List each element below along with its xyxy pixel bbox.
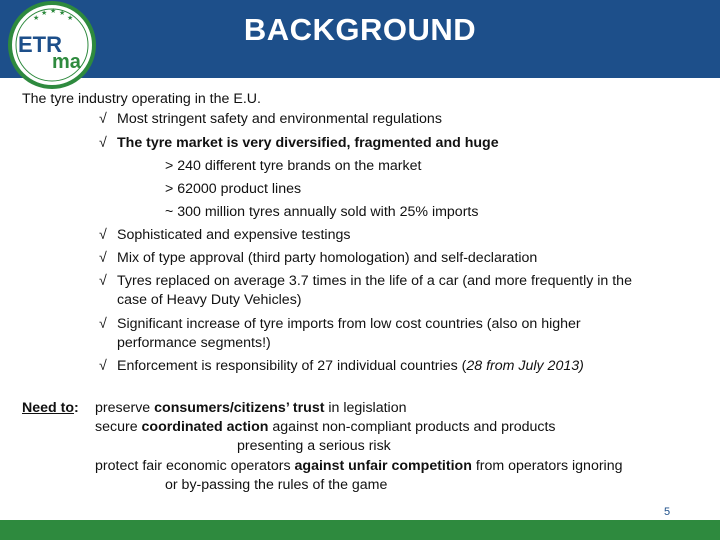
bullet-1: Most stringent safety and environmental regulations — [117, 111, 442, 127]
bullet-7-italic: 28 from July 2013) — [466, 358, 584, 374]
bullet-7 — [117, 357, 584, 375]
bullet-7-text: Enforcement is responsibility of 27 individual countries ( — [117, 358, 467, 374]
need-line-4-b: against unfair competition — [294, 458, 472, 474]
need-line-5: or by-passing the rules of the game — [165, 477, 388, 493]
check-icon: √ — [99, 135, 107, 151]
sub-bullet-3: ~ 300 million tyres annually sold with 25% imports — [165, 204, 479, 220]
need-line-1 — [95, 399, 406, 417]
sub-bullet-2: > 62000 product lines — [165, 181, 302, 197]
bullet-5-line-1: Tyres replaced on average 3.7 times in the life of a car (and more frequently in the — [117, 273, 632, 289]
svg-text:ETR: ETR — [18, 32, 62, 57]
footer-bar — [0, 520, 720, 540]
bullet-2: The tyre market is very diversified, fragmented and huge — [117, 135, 499, 151]
need-line-1-a: preserve — [95, 400, 155, 416]
check-icon: √ — [99, 316, 107, 332]
need-to-heading — [22, 399, 79, 417]
svg-text:★: ★ — [41, 9, 48, 17]
need-line-2-b: coordinated action — [141, 419, 269, 435]
check-icon: √ — [99, 227, 107, 243]
svg-text:★: ★ — [59, 9, 66, 17]
need-line-1-b: consumers/citizens’ trust — [154, 400, 325, 416]
intro-text: The tyre industry operating in the E.U. — [22, 91, 261, 107]
bullet-6-line-1: Significant increase of tyre imports from low cost countries (also on higher — [117, 316, 581, 332]
bullet-3: Sophisticated and expensive testings — [117, 227, 351, 243]
need-line-2-a: secure — [95, 419, 142, 435]
page-number: 5 — [664, 506, 671, 518]
check-icon: √ — [99, 111, 107, 127]
need-line-4 — [95, 457, 623, 475]
need-line-4-c: from operators ignoring — [471, 458, 623, 474]
svg-text:★: ★ — [50, 7, 57, 15]
need-line-2 — [95, 418, 556, 436]
need-line-3: presenting a serious risk — [237, 438, 391, 454]
sub-bullet-1: > 240 different tyre brands on the market — [165, 158, 422, 174]
need-line-2-c: against non-compliant products and products — [268, 419, 556, 435]
svg-text:★: ★ — [67, 14, 74, 22]
slide-title: BACKGROUND — [243, 12, 477, 47]
check-icon: √ — [99, 273, 107, 289]
bullet-4: Mix of type approval (third party homologation) and self-declaration — [117, 250, 538, 266]
need-to-colon: : — [74, 400, 79, 416]
need-line-4-a: protect fair economic operators — [95, 458, 295, 474]
svg-text:ma: ma — [52, 51, 81, 73]
svg-text:★: ★ — [33, 14, 40, 22]
bullet-5-line-2: case of Heavy Duty Vehicles) — [117, 292, 302, 308]
need-to-label: Need to — [22, 400, 75, 416]
bullet-6-line-2: performance segments!) — [117, 335, 271, 351]
need-line-1-c: in legislation — [324, 400, 407, 416]
check-icon: √ — [99, 358, 107, 374]
check-icon: √ — [99, 250, 107, 266]
